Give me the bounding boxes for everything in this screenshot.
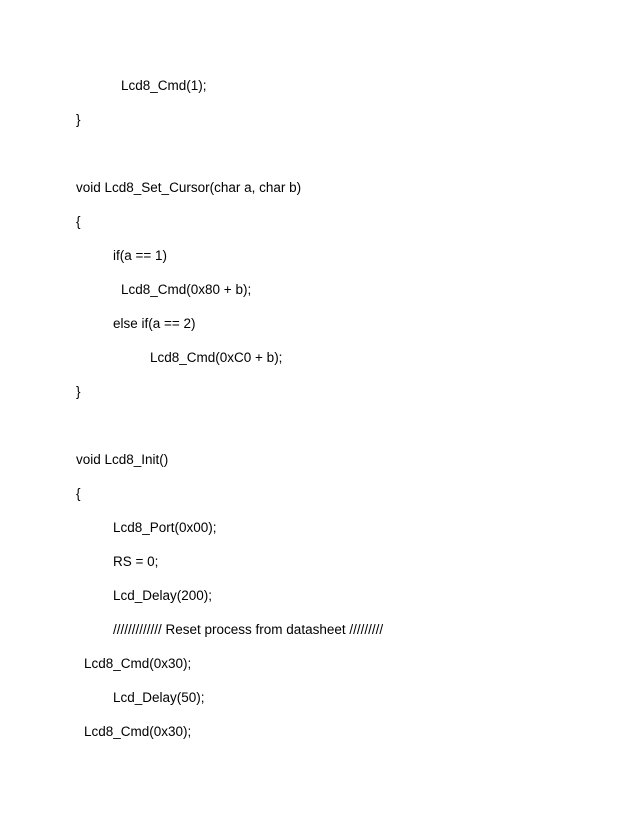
code-line-1: Lcd8_Cmd(1); — [121, 78, 207, 93]
code-line-15: ///////////// Reset process from datasheet ///////// — [113, 622, 384, 637]
code-line-9: } — [76, 384, 81, 399]
code-line-3: void Lcd8_Set_Cursor(char a, char b) — [76, 180, 302, 195]
code-line-10: void Lcd8_Init() — [76, 452, 169, 467]
code-line-8: Lcd8_Cmd(0xC0 + b); — [150, 350, 283, 365]
code-line-2: } — [76, 112, 81, 127]
code-line-17: Lcd_Delay(50); — [113, 690, 205, 705]
code-line-16: Lcd8_Cmd(0x30); — [84, 656, 192, 671]
code-line-6: Lcd8_Cmd(0x80 + b); — [121, 282, 252, 297]
code-line-5: if(a == 1) — [113, 248, 168, 263]
code-line-11: { — [76, 486, 81, 501]
code-line-4: { — [76, 214, 81, 229]
code-line-13: RS = 0; — [113, 554, 159, 569]
code-line-12: Lcd8_Port(0x00); — [113, 520, 217, 535]
code-line-14: Lcd_Delay(200); — [113, 588, 213, 603]
code-line-18: Lcd8_Cmd(0x30); — [84, 724, 192, 739]
code-line-7: else if(a == 2) — [113, 316, 196, 331]
